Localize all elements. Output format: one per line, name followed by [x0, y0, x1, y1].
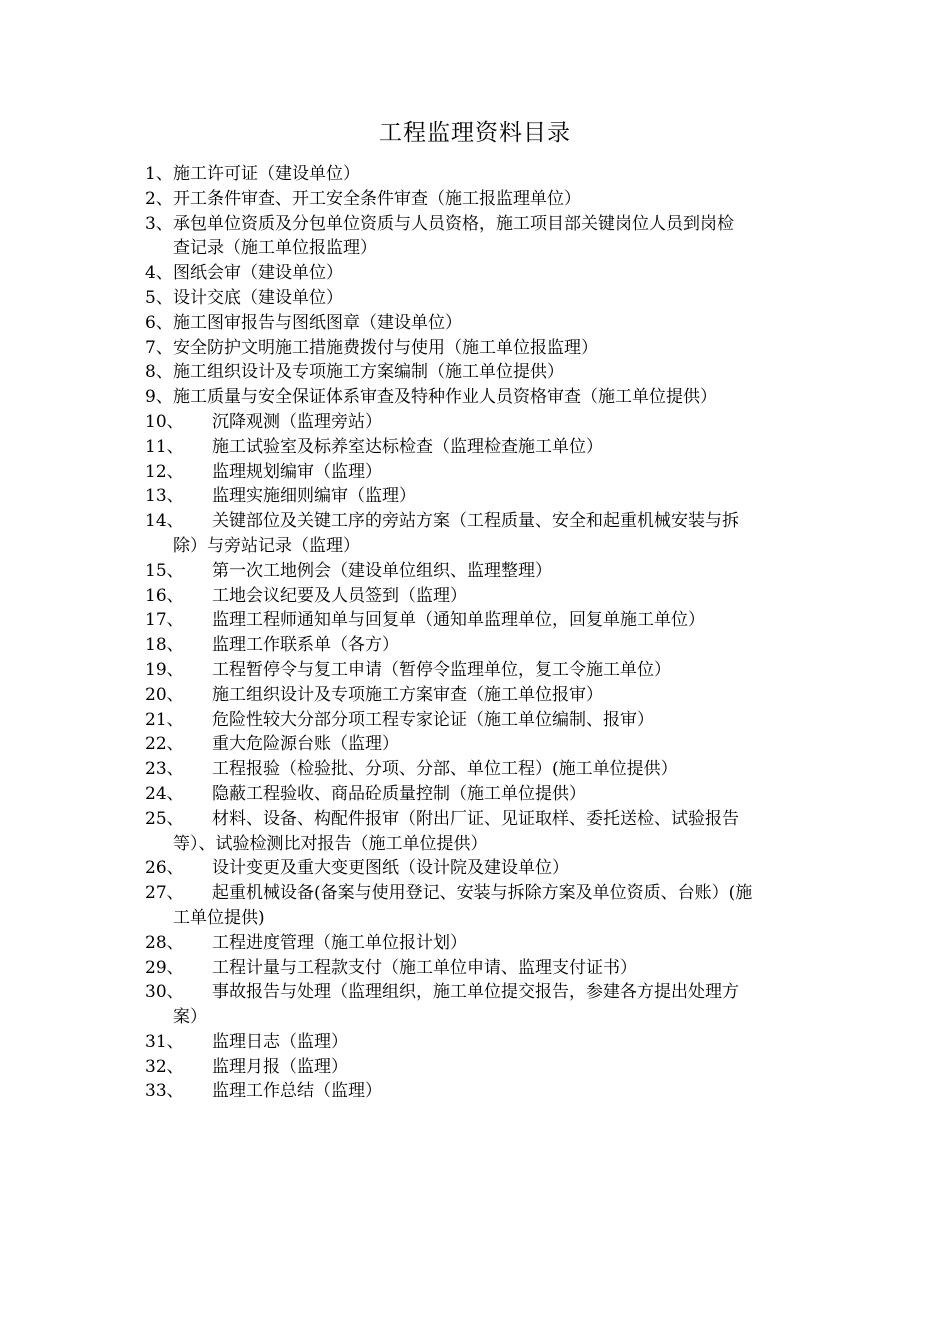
- item-number: 7、: [145, 337, 173, 358]
- item-text: 事故报告与处理（监理组织，施工单位提交报告，参建各方提出处理方: [212, 982, 739, 1003]
- item-text: 设计交底（建设单位）: [173, 287, 343, 308]
- item-number: 16、: [145, 585, 184, 606]
- item-text-continuation: 查记录（施工单位报监理）: [173, 238, 377, 259]
- list-item: [145, 633, 815, 658]
- list-item: [145, 286, 815, 311]
- item-number: 11、: [145, 436, 184, 457]
- item-number: 27、: [145, 883, 184, 904]
- item-text: 起重机械设备(备案与使用登记、安装与拆除方案及单位资质、台账）(施: [212, 883, 753, 904]
- list-item: [145, 931, 815, 956]
- item-number: 20、: [145, 684, 184, 705]
- list-item: [145, 732, 815, 757]
- item-number: 10、: [145, 411, 184, 432]
- list-item: [145, 683, 815, 708]
- list-item: [145, 658, 815, 683]
- list-item: [145, 509, 815, 559]
- item-text: 监理规划编审（监理）: [212, 461, 382, 482]
- item-number: 26、: [145, 858, 184, 879]
- list-item: [145, 311, 815, 336]
- item-text: 工程进度管理（施工单位报计划）: [212, 932, 467, 953]
- item-text: 重大危险源台账（监理）: [212, 734, 399, 755]
- list-item: [145, 435, 815, 460]
- item-text: 施工质量与安全保证体系审查及特种作业人员资格审查（施工单位提供）: [173, 387, 717, 408]
- item-number: 32、: [145, 1056, 184, 1077]
- item-text: 图纸会审（建设单位）: [173, 263, 343, 284]
- item-number: 4、: [145, 263, 173, 284]
- list-item: [145, 559, 815, 584]
- item-text: 材料、设备、构配件报审（附出厂证、见证取样、委托送检、试验报告: [212, 808, 739, 829]
- item-number: 22、: [145, 734, 184, 755]
- item-text: 危险性较大分部分项工程专家论证（施工单位编制、报审）: [212, 709, 654, 730]
- item-number: 29、: [145, 957, 184, 978]
- item-text: 沉降观测（监理旁站）: [212, 411, 382, 432]
- item-number: 13、: [145, 486, 184, 507]
- item-text: 关键部位及关键工序的旁站方案（工程质量、安全和起重机械安装与拆: [212, 511, 739, 532]
- list-item: [145, 261, 815, 286]
- item-number: 14、: [145, 511, 184, 532]
- item-number: 24、: [145, 783, 184, 804]
- item-text: 施工试验室及标养室达标检查（监理检查施工单位）: [212, 436, 603, 457]
- item-text: 工程暂停令与复工申请（暂停令监理单位，复工令施工单位）: [212, 659, 671, 680]
- list-item: [145, 162, 815, 187]
- item-text-continuation: 除）与旁站记录（监理）: [173, 535, 360, 556]
- item-number: 30、: [145, 982, 184, 1003]
- item-text: 监理工作总结（监理）: [212, 1081, 382, 1102]
- list-item: [145, 1079, 815, 1104]
- item-number: 2、: [145, 188, 173, 209]
- list-item: [145, 385, 815, 410]
- list-item: [145, 956, 815, 981]
- list-item: [145, 757, 815, 782]
- list-item: [145, 782, 815, 807]
- list-item: [145, 708, 815, 733]
- item-number: 12、: [145, 461, 184, 482]
- item-text-continuation: 工单位提供): [173, 907, 265, 928]
- item-number: 6、: [145, 312, 173, 333]
- item-text: 监理工作联系单（各方）: [212, 635, 399, 656]
- list-item: [145, 336, 815, 361]
- item-text: 施工图审报告与图纸图章（建设单位）: [173, 312, 462, 333]
- list-item: [145, 881, 815, 931]
- list-item: [145, 1030, 815, 1055]
- list-item: [145, 980, 815, 1030]
- list-item: [145, 608, 815, 633]
- list-item: [145, 584, 815, 609]
- list-item: [145, 187, 815, 212]
- item-number: 18、: [145, 635, 184, 656]
- item-text-continuation: 案）: [173, 1007, 207, 1028]
- item-text: 设计变更及重大变更图纸（设计院及建设单位）: [212, 858, 569, 879]
- item-text: 隐蔽工程验收、商品砼质量控制（施工单位提供）: [212, 783, 586, 804]
- item-number: 9、: [145, 387, 173, 408]
- item-text: 监理实施细则编审（监理）: [212, 486, 416, 507]
- item-number: 15、: [145, 560, 184, 581]
- item-text: 监理月报（监理）: [212, 1056, 348, 1077]
- item-number: 21、: [145, 709, 184, 730]
- list-item: [145, 1055, 815, 1080]
- item-text: 施工许可证（建设单位）: [173, 164, 360, 184]
- list-item: [145, 807, 815, 857]
- item-text: 施工组织设计及专项施工方案编制（施工单位提供）: [173, 362, 564, 383]
- item-number: 1、: [145, 164, 173, 184]
- list-item: [145, 212, 815, 262]
- list-item: [145, 856, 815, 881]
- item-number: 3、: [145, 213, 173, 234]
- item-number: 19、: [145, 659, 184, 680]
- item-text: 开工条件审查、开工安全条件审查（施工报监理单位）: [173, 188, 581, 209]
- item-number: 17、: [145, 610, 184, 631]
- catalog-list: [145, 162, 815, 1104]
- item-text: 安全防护文明施工措施费拨付与使用（施工单位报监理）: [173, 337, 598, 358]
- item-number: 33、: [145, 1081, 184, 1102]
- item-text: 监理日志（监理）: [212, 1031, 348, 1052]
- item-text: 工程报验（检验批、分项、分部、单位工程）(施工单位提供）: [212, 759, 678, 780]
- item-number: 25、: [145, 808, 184, 829]
- item-number: 31、: [145, 1031, 184, 1052]
- item-text: 工程计量与工程款支付（施工单位申请、监理支付证书）: [212, 957, 637, 978]
- document-title: 工程监理资料目录: [379, 120, 571, 146]
- list-item: [145, 484, 815, 509]
- list-item: [145, 460, 815, 485]
- item-number: 5、: [145, 287, 173, 308]
- list-item: [145, 360, 815, 385]
- item-number: 28、: [145, 932, 184, 953]
- item-text: 承包单位资质及分包单位资质与人员资格，施工项目部关键岗位人员到岗检: [173, 213, 734, 234]
- list-item: [145, 410, 815, 435]
- item-number: 8、: [145, 362, 173, 383]
- item-text: 工地会议纪要及人员签到（监理）: [212, 585, 467, 606]
- item-text-continuation: 等）、试验检测比对报告（施工单位提供）: [173, 833, 488, 854]
- item-number: 23、: [145, 759, 184, 780]
- item-text: 第一次工地例会（建设单位组织、监理整理）: [212, 560, 552, 581]
- item-text: 施工组织设计及专项施工方案审查（施工单位报审）: [212, 684, 603, 705]
- item-text: 监理工程师通知单与回复单（通知单监理单位，回复单施工单位）: [212, 610, 705, 631]
